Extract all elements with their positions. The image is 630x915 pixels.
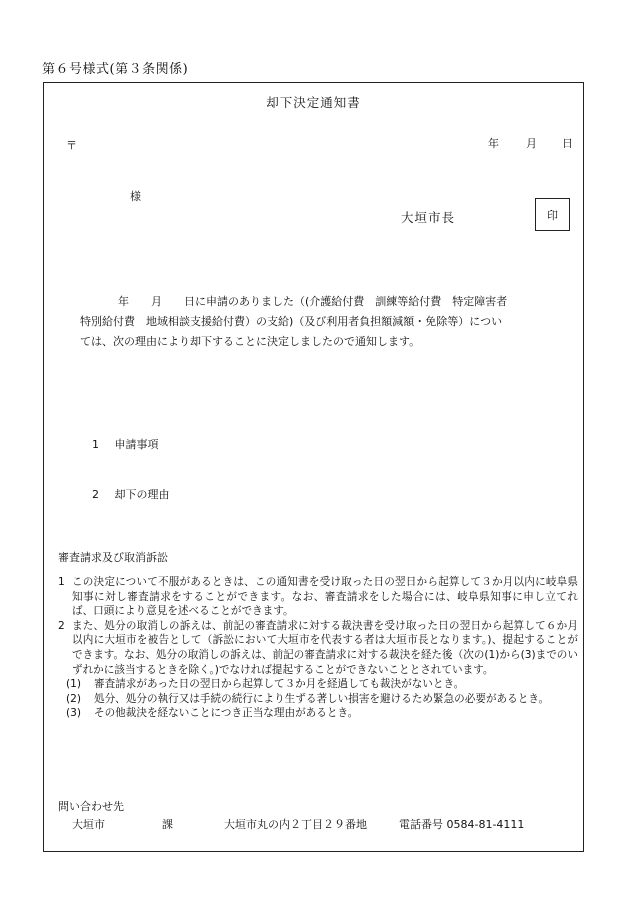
contact-section: 課 [162,818,173,831]
sub-note-3-number: (3) [66,707,82,720]
item-2-label: 却下の理由 [114,488,170,501]
notice-frame [43,82,584,852]
sub-note-1 [58,677,578,692]
document-title: 却下決定通知書 [266,95,361,110]
note-2 [58,619,578,677]
contact-phone: 電話番号 0584-81-4111 [399,818,525,831]
notice-body [80,292,572,352]
sub-note-2-text: 処分、処分の執行又は手続の続行により生ずる著しい損害を避けるため緊急の必要があるとき。 [94,692,550,705]
date-year: 年 [488,137,499,150]
seal-box [535,198,570,231]
item-1 [92,436,159,452]
body-line-3: ては、次の理由により却下することに決定しましたので通知します。 [80,335,421,348]
sub-note-3-text: その他裁決を経ないことにつき正当な理由があるとき。 [94,707,359,720]
item-2-number: 2 [92,488,99,501]
note-2-text: また、処分の取消しの訴えは、前記の審査請求に対する裁決書を受け取った日の翌日から起算して６か月以内に大垣市を被告として（訴訟において大垣市を代表する者は大垣市長となります。)、提起することができます。なお、処分の取消しの訴えは、前記の審査請求に対する裁決を経た後（次の(1)から(3)までのいずれかに該当するときを除く。)でなければ提起することができないこととされています。 [72,619,578,676]
item-2 [92,486,170,502]
note-1-text: この決定について不服があるときは、この通知書を受け取った日の翌日から起算して３か月以内に岐阜県知事に対し審査請求をすることができます。なお、審査請求をした場合には、岐阜県知事に申し立てれば、口頭により意見を述べることができます。 [72,576,578,618]
note-1-number: 1 [58,576,65,588]
contact-heading: 問い合わせ先 [58,800,124,813]
contact-city: 大垣市 [72,818,105,831]
postal-mark: 〒 [66,139,77,152]
body-line-2: 特別給付費 地域相談支援給付費）の支給)（及び利用者負担額減額・免除等）につい [80,315,503,328]
seal-label: 印 [547,208,558,222]
form-number: 第６号様式(第３条関係) [42,62,189,77]
date-day: 日 [562,137,573,150]
item-1-label: 申請事項 [114,438,159,451]
item-1-number: 1 [92,438,99,451]
note-1 [58,575,578,619]
sub-note-1-text: 審査請求があった日の翌日から起算して３か月を経過しても裁決がないとき。 [94,678,465,691]
sub-note-3 [58,706,578,721]
addressee-suffix: 様 [130,190,141,203]
body-line-1: 年 月 日に申請のありました（(介護給付費 訓練等給付費 特定障害者 [118,295,508,308]
note-2-number: 2 [58,619,65,632]
issuer-name: 大垣市長 [401,210,456,225]
contact-address: 大垣市丸の内２丁目２９番地 [224,818,367,831]
date-month: 月 [526,137,537,150]
sub-note-2-number: (2) [66,692,82,705]
sub-note-2 [58,692,578,707]
appeal-heading: 審査請求及び取消訴訟 [58,551,168,564]
sub-note-1-number: (1) [66,678,82,691]
appeal-notes [58,575,578,721]
